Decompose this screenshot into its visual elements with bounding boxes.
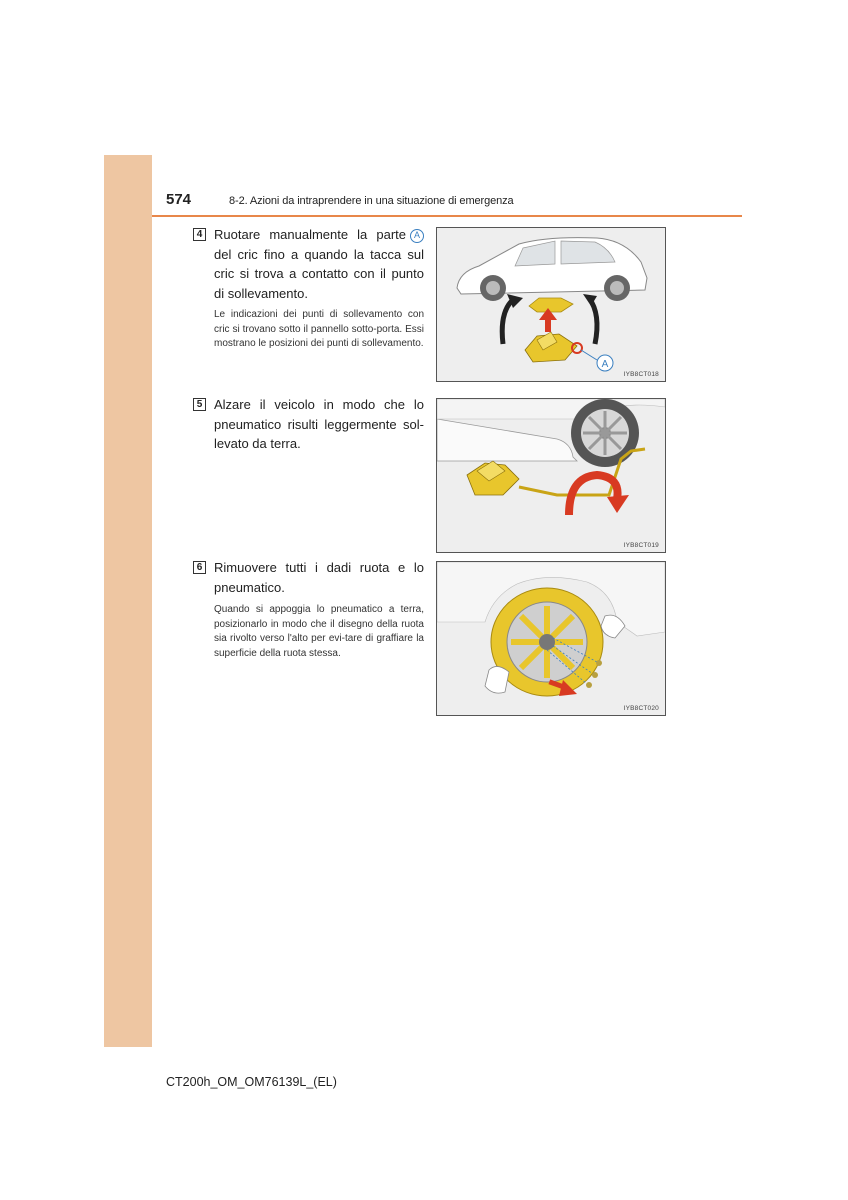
car-jack-illustration [437,228,665,381]
footer-document-code: CT200h_OM_OM76139L_(EL) [166,1075,337,1089]
step-number-badge: 5 [193,398,206,411]
figure-remove-wheel [436,561,666,716]
step-note: Le indicazioni dei punti di sollevamento con cric si trovano sotto il pannello sotto-porta. Essi mostrano le posizioni dei punti di sollevamento. [214,309,424,349]
step-text-line: Ruotare manualmente la parte [214,227,406,242]
page-number: 574 [166,191,192,208]
figure-code: IYB8CT018 [623,371,659,378]
figure-marker-a: A [601,359,609,370]
step-text: Alzare il veicolo in modo che lo pneumatico risulti leggermente sol-levato da terra. [214,397,424,451]
figure-code: IYB8CT020 [623,705,659,712]
step-text-continuation: del cric fino a quando la tacca sul cric si trova a contatto con il punto di sollevamento. [214,246,424,301]
remove-wheel-illustration [437,562,665,715]
figure-jack-lift-point [436,227,666,382]
step-text [214,225,424,303]
step-number-badge: 6 [193,561,206,574]
figure-raise-vehicle [436,398,666,553]
header-rule [152,215,742,217]
step-note: Quando si appoggia lo pneumatico a terra, posizionarlo in modo che il disegno della ruota sia rivolto verso l'alto per evi-tare di graffiare la superficie della ruota stessa. [214,604,424,659]
marker-a-icon: A [410,229,424,243]
figure-code: IYB8CT019 [623,542,659,549]
step-text: Rimuovere tutti i dadi ruota e lo pneumatico. [214,560,424,595]
section-title: 8-2. Azioni da intraprendere in una situazione di emergenza [229,195,514,207]
step-number-badge: 4 [193,228,206,241]
raise-vehicle-illustration [437,399,665,552]
chapter-side-band [104,155,152,1047]
